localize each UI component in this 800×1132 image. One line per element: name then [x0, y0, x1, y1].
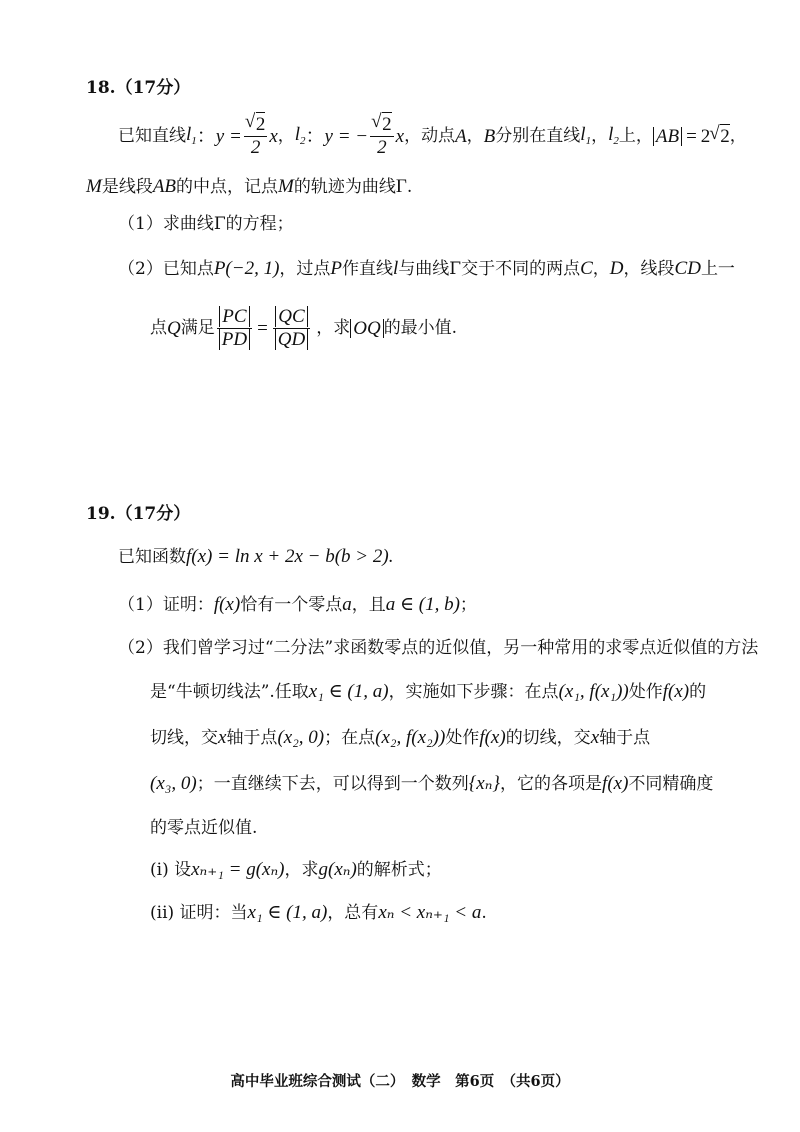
q18-part1: （1）求曲线Γ的方程；: [118, 214, 294, 234]
q19-sub-ii: (ii) 证明：当x₁ ∈ (1, a)，总有xₙ < xₙ₊₁ < a.: [150, 902, 487, 923]
q18-l2-ref: $l_2$: [608, 124, 619, 147]
q19-heading: 19.（17分）: [86, 504, 191, 524]
q18-var-x: x: [269, 125, 278, 147]
q18-l1: $l_1$: [186, 124, 197, 147]
q18-point-a: A: [455, 125, 467, 147]
q18-two: 2: [700, 125, 711, 147]
q19-part1: （1）证明：f(x)恰有一个零点a，且a ∈ (1, b)；: [118, 594, 477, 615]
q19-part2-line1: （2）我们曾学习过“二分法”求函数零点的近似值，另一种常用的求零点近似值的方法: [118, 638, 759, 658]
q18-point-b: B: [483, 125, 496, 147]
q19-part2-line5: 的零点近似值.: [150, 818, 258, 838]
page-footer: 高中毕业班综合测试（二） 数学 第6页 （共6页）: [230, 1073, 570, 1090]
q18-statement-line2: M是线段AB的中点，记点M的轨迹为曲线Γ.: [86, 176, 413, 197]
q18-part2-line1: （2）已知点P(−2, 1)，过点P作直线l与曲线Γ交于不同的两点C，D，线段CD上一: [118, 258, 735, 279]
q18-comma-4: ，: [591, 125, 609, 146]
q18-l1-ref: $l_1$: [580, 124, 592, 147]
q18-fraction-2: √ $\frac{2}{2}$: [370, 114, 394, 159]
q18-var-x-2: x: [395, 125, 405, 147]
q19-part2-line3: 切线，交x轴于点(x₂, 0)；在点(x₂, f(x₂))处作f(x)的切线，交x轴于点: [150, 727, 651, 748]
q18-sqrt2: √ 2: [710, 127, 730, 146]
q18-on-suffix: 上，: [618, 125, 653, 146]
q18-y-eq-2: y = −: [324, 125, 369, 147]
q18-on-lines: 分别在直线: [495, 125, 581, 146]
q19-sub-i: (i) 设xₙ₊₁ = g(xₙ)，求g(xₙ)的解析式；: [150, 859, 442, 880]
q18-sep-2: ：: [305, 125, 325, 147]
q18-comma-3: ，: [466, 125, 484, 146]
q18-moving: 动点: [421, 125, 456, 146]
q18-ratio-pc-pd: $\frac{PC}{PD}$: [217, 306, 252, 351]
q18-ab-abs: AB: [653, 127, 682, 146]
q18-sep: ：: [196, 125, 216, 147]
q18-y-eq: y =: [215, 125, 242, 147]
q18-comma-5: ，: [729, 125, 747, 146]
q18-statement-line1: [118, 113, 747, 159]
q19-part2-line2: 是“牛顿切线法”.任取x₁ ∈ (1, a)，实施如下步骤：在点(x₁, f(x₁))处作f(x)的: [150, 681, 707, 702]
q18-heading: 18.（17分）: [86, 78, 191, 98]
q18-comma-2: ，: [404, 125, 422, 146]
q18-l2: $l_2$: [294, 124, 306, 147]
q19-intro: 已知函数f(x) = ln x + 2x − b(b > 2).: [118, 546, 394, 567]
q18-part2-line2: 点 Q 满足 $\frac{PC}{PD}$ = $\frac{QC}{QD}$ ，求 OQ 的最小值.: [150, 305, 458, 350]
q19-part2-line4: (x₃, 0)；一直继续下去，可以得到一个数列{xₙ}，它的各项是f(x)不同精确度: [150, 773, 714, 794]
q18-ratio-qc-qd: $\frac{QC}{QD}$: [273, 306, 310, 351]
q18-comma: ，: [277, 125, 295, 146]
q18-eq: =: [686, 125, 697, 147]
q18-fraction-1: √ $\frac{2}{2}$: [244, 114, 268, 159]
q18-intro: 已知直线: [118, 125, 186, 146]
